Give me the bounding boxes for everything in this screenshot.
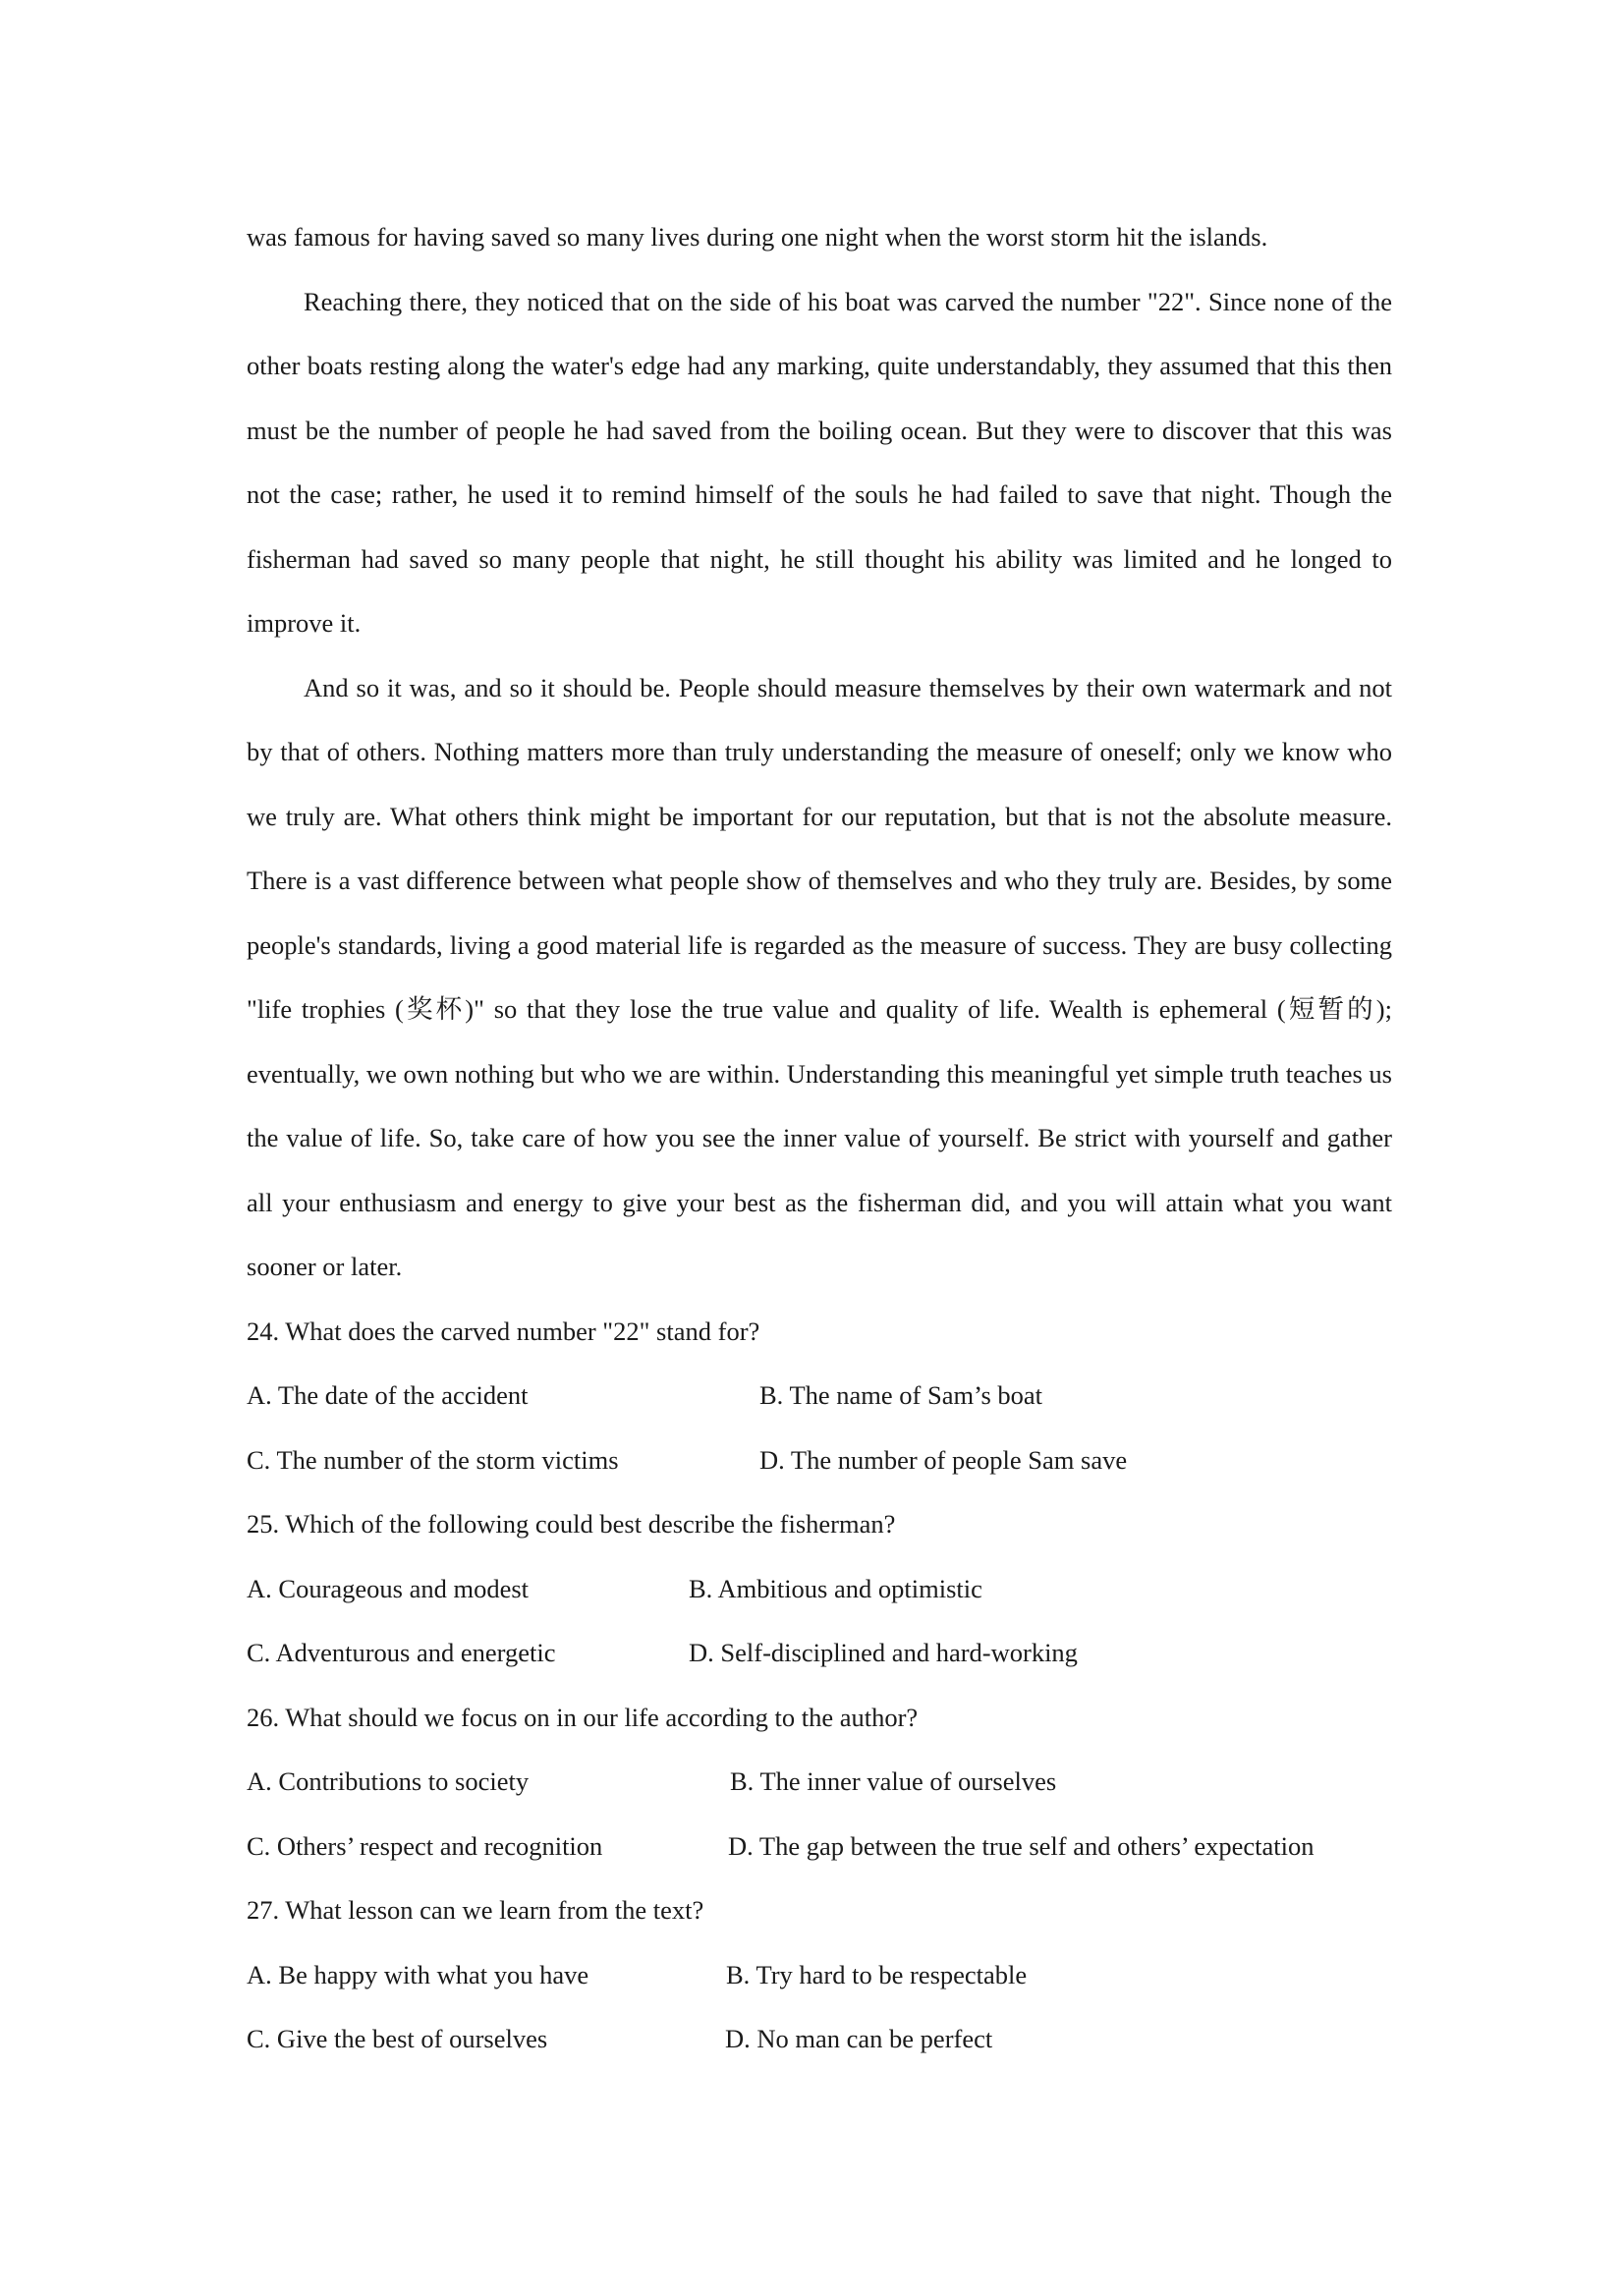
passage-paragraph-2: Reaching there, they noticed that on the side of his boat was carved the number "22". Since none of the other boats resting along the water's edge had any marking, quite understandably, they assumed that this then must be the number of people he had saved from the boiling ocean. But they were to discover that this was not the case; rather, he used it to remind himself of the souls he had failed to save that night. Though the fisherman had saved so many people that night, he still thought his ability was limited and he longed to improve it. (247, 286, 1392, 638)
passage-paragraph-3: And so it was, and so it should be. People should measure themselves by their own watermark and not by that of others. Nothing matters more than truly understanding the measure of oneself; only we know who we truly are. What others think might be important for our reputation, but that is not the absolute measure. There is a vast difference between what people show of themselves and who they truly are. Besides, by some people's standards, living a good material life is regarded as the measure of success. They are busy collecting "life trophies (奖杯)" so that they lose the true value and quality of life. Wealth is ephemeral (短暂的); eventually, we own nothing but who we are within. Understanding this meaningful yet simple truth teaches us the value of life. So, take care of how you see the inner value of yourself. Be strict with yourself and gather all your enthusiasm and energy to give your best as the fisherman did, and you will attain what you want sooner or later. (247, 672, 1392, 1281)
options-row (247, 1815, 1392, 1879)
option-d: D. Self-disciplined and hard-working (689, 1638, 1078, 1667)
option-c: C. The number of the storm victims (247, 1444, 619, 1475)
option-d: D. The number of people Sam save (759, 1444, 1128, 1475)
options-row (247, 1428, 1392, 1493)
option-c: C. Others’ respect and recognition (247, 1830, 603, 1861)
question-stem: 26. What should we focus on in our life according to the author? (247, 1702, 919, 1732)
question-stem: 27. What lesson can we learn from the text? (247, 1895, 704, 1925)
question-stem: 24. What does the carved number "22" stand for? (247, 1316, 760, 1346)
question-24 (247, 1300, 1392, 1493)
option-b: B. The inner value of ourselves (730, 1766, 1057, 1796)
question-25 (247, 1492, 1392, 1686)
option-a: A. Courageous and modest (247, 1573, 530, 1603)
question-27 (247, 1878, 1392, 2072)
option-b: B. Try hard to be respectable (726, 1959, 1028, 1989)
option-b: B. Ambitious and optimistic (689, 1573, 982, 1603)
question-stem: 25. Which of the following could best describe the fisherman? (247, 1509, 896, 1539)
option-a: A. The date of the accident (247, 1380, 529, 1410)
options-row (247, 1557, 1392, 1622)
options-row (247, 1943, 1392, 2008)
options-row (247, 1750, 1392, 1815)
options-row (247, 1621, 1392, 1686)
passage-paragraph-1: was famous for having saved so many lives during one night when the worst storm hit the islands. (247, 222, 1268, 252)
exam-page (247, 205, 1392, 2072)
option-d: D. No man can be perfect (725, 2024, 993, 2053)
option-a: A. Be happy with what you have (247, 1959, 589, 1989)
option-b: B. The name of Sam’s boat (759, 1380, 1043, 1410)
option-c: C. Give the best of ourselves (247, 2024, 548, 2053)
options-row (247, 2007, 1392, 2072)
options-row (247, 1364, 1392, 1428)
option-a: A. Contributions to society (247, 1766, 530, 1796)
option-d: D. The gap between the true self and others’ expectation (728, 1830, 1315, 1861)
option-c: C. Adventurous and energetic (247, 1638, 556, 1667)
question-26 (247, 1686, 1392, 1879)
